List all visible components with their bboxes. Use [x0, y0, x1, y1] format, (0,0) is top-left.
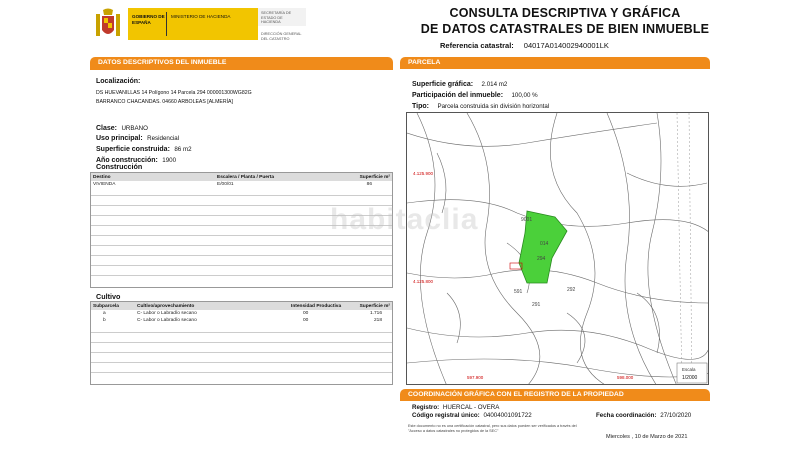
secretaria-label: SECRETARÍA DE ESTADO DE HACIENDA: [258, 8, 306, 26]
coord-bottom-2: 598.000: [617, 375, 634, 380]
superficie-label: Superficie construida:: [96, 146, 170, 153]
map-label: 9001: [521, 217, 533, 223]
cell-subparcela: a: [103, 311, 106, 316]
parcela-tipo-label: Tipo:: [412, 103, 429, 110]
cultivo-title: Cultivo: [96, 292, 121, 301]
anio-value: 1900: [162, 157, 177, 164]
col-intensidad: Intensidad Productiva: [289, 302, 353, 310]
table-row: [91, 310, 392, 317]
page-title-line2: DE DATOS CATASTRALES DE BIEN INMUEBLE: [420, 22, 710, 36]
parcela-sup-label: Superficie gráfica:: [412, 81, 474, 88]
table-row: [91, 317, 392, 324]
cell-intensidad: 00: [303, 318, 309, 323]
government-logo: [128, 8, 258, 40]
fecha-value: 27/10/2020: [660, 412, 692, 419]
page-title-line1: CONSULTA DESCRIPTIVA Y GRÁFICA: [449, 6, 681, 20]
map-label: 292: [567, 287, 576, 293]
uso-label: Uso principal:: [96, 135, 143, 142]
col-subparcela: Subparcela: [91, 302, 135, 310]
map-label: 294: [537, 256, 546, 262]
cell-superficie: 1.716: [369, 311, 382, 316]
parcela-part-label: Participación del inmueble:: [412, 92, 504, 99]
fecha-label: Fecha coordinación:: [596, 412, 657, 419]
parcela-part-value: 100,00 %: [511, 92, 538, 99]
clase-label: Clase:: [96, 125, 118, 132]
uso-value: Residencial: [147, 135, 180, 142]
cadastral-map[interactable]: [406, 112, 709, 385]
cell-escalera: E/00/01: [217, 182, 234, 187]
map-label: 291: [532, 302, 541, 308]
coord-left-1: 4.125.900: [413, 171, 434, 176]
localizacion-line1: DS HUEVANILLAS 14 Polígono 14 Parcela 294 000001300WG82G: [96, 90, 252, 96]
cell-cultivo: C- Labor o Labradío secano: [137, 311, 197, 316]
col-cultivo: Cultivo/aprovechamiento: [135, 302, 289, 310]
superficie-value: 86 m2: [174, 146, 192, 153]
cell-superficie: 218: [373, 318, 382, 323]
cultivo-table-box: [90, 301, 393, 385]
coordinacion-section-header: COORDINACIÓN GRÁFICA CON EL REGISTRO DE LA PROPIEDAD: [400, 389, 710, 401]
map-svg: [407, 113, 709, 385]
cell-subparcela: b: [103, 318, 106, 323]
localizacion-label: Localización:: [96, 78, 141, 85]
cultivo-table: [91, 302, 392, 324]
reference-catastral: [440, 41, 609, 50]
footer-date: Miercoles , 10 de Marzo de 2021: [606, 434, 688, 440]
cell-destino: VIVIENDA: [93, 182, 116, 187]
codigo-row: [412, 412, 532, 419]
ref-label: Referencia catastral:: [440, 41, 514, 50]
anio-label: Año construcción:: [96, 157, 158, 164]
ministry-label: MINISTERIO DE HACIENDA: [171, 14, 231, 19]
codigo-label: Código registral único:: [412, 412, 480, 419]
col-superficie-cultivo: Superficie m²: [353, 302, 392, 310]
cell-cultivo: C- Labor o Labradío secano: [137, 318, 197, 323]
clase-value: URBANO: [121, 125, 148, 132]
coord-left-2: 4.125.800: [413, 279, 434, 284]
registro-label: Registro:: [412, 404, 440, 411]
construccion-title: Construcción: [96, 162, 143, 171]
parcela-tipo-value: Parcela construida sin división horizontal: [437, 103, 550, 110]
watermark-logo: habitaclia: [330, 203, 479, 236]
col-destino: Destino: [91, 173, 215, 181]
parcela-tipo-row: [412, 95, 549, 113]
ref-value: 04017A014002940001LK: [523, 41, 609, 50]
scale-value: 1/2000: [682, 375, 698, 381]
parcela-section-header: PARCELA: [400, 57, 710, 69]
coat-of-arms-icon: [94, 8, 122, 42]
codigo-value: 04004001091722: [483, 412, 532, 419]
construccion-table: [91, 173, 392, 188]
cell-intensidad: 00: [303, 311, 309, 316]
disclaimer-text: Este documento no es una certificación catastral, pero sus datos pueden ser verificados a través del "Acceso a datos catastrales no protegidos de la SEC": [408, 424, 577, 433]
localizacion-line2: BARRANCO CHACANDAS. 04660 ARBOLEAS [ALMERÍA]: [96, 99, 233, 105]
gov-label: GOBIERNO DE ESPAÑA: [132, 14, 165, 25]
cell-superficie: 86: [366, 182, 372, 187]
map-label: 014: [540, 241, 549, 247]
col-escalera: Escalera / Planta / Puerta: [215, 173, 329, 181]
scale-label: Escala: [682, 367, 696, 372]
registro-row: [412, 404, 499, 411]
col-superficie: Superficie m²: [329, 173, 392, 181]
table-row: [91, 181, 392, 188]
parcela-sup-value: 2.014 m2: [481, 81, 508, 88]
registro-value: HUERCAL - OVERA: [442, 404, 500, 411]
fecha-row: [596, 412, 691, 419]
coord-bottom-1: 597.900: [467, 375, 484, 380]
direccion-label: DIRECCIÓN GENERAL DEL CATASTRO: [261, 32, 302, 41]
map-label: 591: [514, 289, 523, 295]
datos-section-header: DATOS DESCRIPTIVOS DEL INMUEBLE: [90, 57, 393, 69]
